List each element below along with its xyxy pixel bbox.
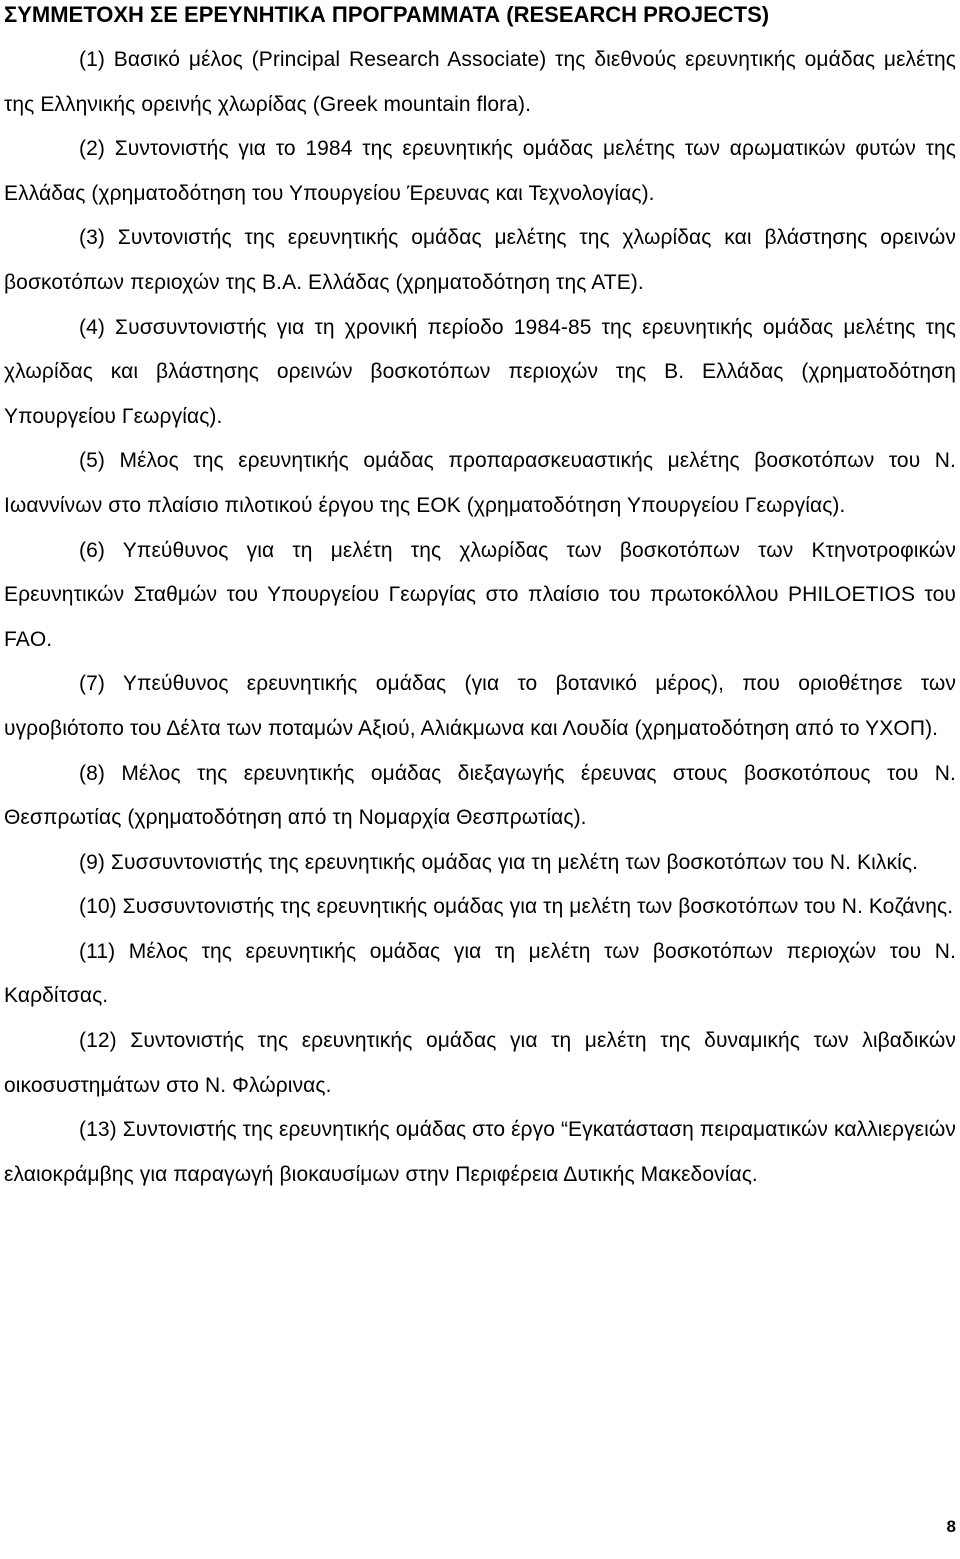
project-item-1: (1) Βασικό μέλος (Principal Research Associate) της διεθνούς ερευνητικής ομάδας μελέτης της Ελληνικής ορεινής χλωρίδας (Greek mountain flora). [4,48,956,116]
section-heading: ΣΥΜΜΕΤΟΧΗ ΣΕ ΕΡΕΥΝΗΤΙΚΑ ΠΡΟΓΡΑΜΜΑΤΑ (RESEARCH PROJECTS) [4,2,770,27]
project-item-3: (3) Συντονιστής της ερευνητικής ομάδας μελέτης της χλωρίδας και βλάστησης ορεινών βοσκοτόπων περιοχών της Β.Α. Ελλάδας (χρηματοδότηση της ΑΤΕ). [4,226,956,294]
project-item-8: (8) Μέλος της ερευνητικής ομάδας διεξαγωγής έρευνας στους βοσκοτόπους του Ν. Θεσπρωτίας (χρηματοδότηση από τη Νομαρχία Θεσπρωτίας). [4,761,956,830]
project-item-4: (4) Συσσυντονιστής για τη χρονική περίοδο 1984-85 της ερευνητικής ομάδας μελέτης της χλωρίδας και βλάστησης ορεινών βοσκοτόπων περιοχών της Β. Ελλάδας (χρηματοδότηση Υπουργείου Γεωργίας). [4,315,956,428]
project-item-2: (2) Συντονιστής για το 1984 της ερευνητικής ομάδας μελέτης των αρωματικών φυτών της Ελλάδας (χρηματοδότηση του Υπουργείου Έρευνας και Τεχνολογίας). [4,137,956,205]
project-item-10: (10) Συσσυντονιστής της ερευνητικής ομάδας για τη μελέτη των βοσκοτόπων του Ν. Κοζάνης. [79,895,954,919]
project-item-6: (6) Υπεύθυνος για τη μελέτη της χλωρίδας των βοσκοτόπων των Κτηνοτροφικών Ερευνητικών Σταθμών του Υπουργείου Γεωργίας στο πλαίσιο του πρωτοκόλλου PHILOETIOS του FAO. [4,538,956,651]
page-number: 8 [946,1517,956,1536]
project-item-13: (13) Συντονιστής της ερευνητικής ομάδας στο έργο “Εγκατάσταση πειραματικών καλλιεργειών ελαιοκράμβης για παραγωγή βιοκαυσίμων στην Περιφέρεια Δυτικής Μακεδονίας. [4,1118,956,1186]
project-item-5: (5) Μέλος της ερευνητικής ομάδας προπαρασκευαστικής μελέτης βοσκοτόπων του Ν. Ιωαννίνων στο πλαίσιο πιλοτικού έργου της ΕΟΚ (χρηματοδότηση Υπουργείου Γεωργίας). [4,449,956,517]
project-item-11: (11) Μέλος της ερευνητικής ομάδας για τη μελέτη των βοσκοτόπων περιοχών του Ν. Καρδίτσας. [4,939,956,1008]
document-page [4,0,956,1197]
project-item-9: (9) Συσσυντονιστής της ερευνητικής ομάδας για τη μελέτη των βοσκοτόπων του Ν. Κιλκίς. [79,850,919,874]
project-item-7: (7) Υπεύθυνος ερευνητικής ομάδας (για το βοτανικό μέρος), που οριοθέτησε των υγροβιότοπο του Δέλτα των ποταμών Αξιού, Αλιάκμωνα και Λουδία (χρηματοδότηση από το ΥΧΟΠ). [4,672,956,740]
project-item-12: (12) Συντονιστής της ερευνητικής ομάδας για τη μελέτη της δυναμικής των λιβαδικών οικοσυστημάτων στο Ν. Φλώρινας. [4,1029,956,1097]
